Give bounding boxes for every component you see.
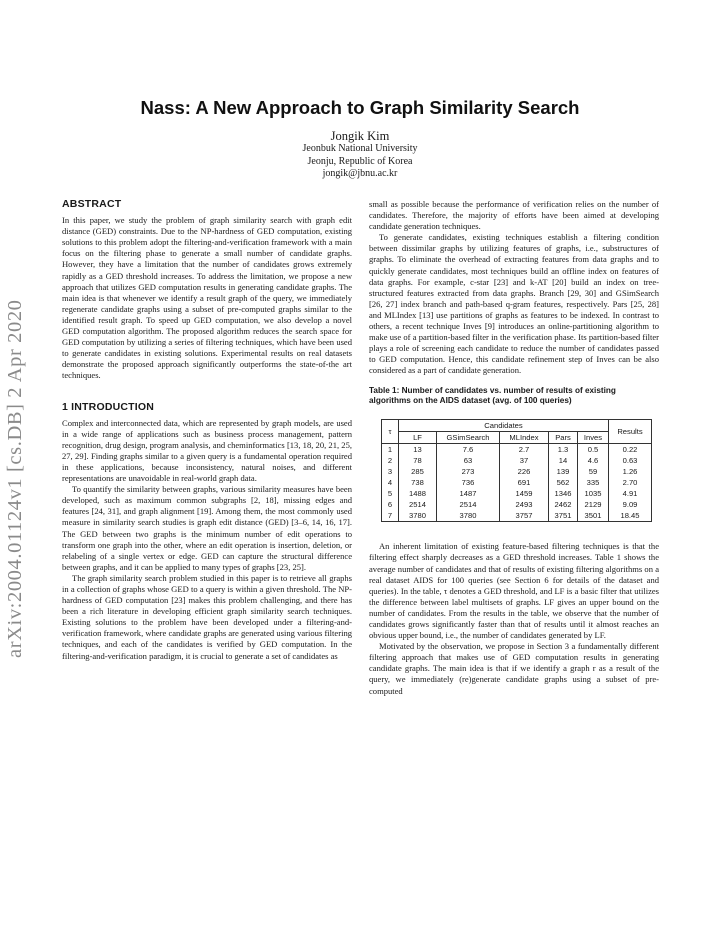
tau-cell: 2 (382, 455, 399, 466)
tau-header: τ (382, 419, 399, 443)
paper-header (60, 97, 660, 181)
table-cell: 285 (399, 466, 437, 477)
intro-heading: 1 INTRODUCTION (62, 400, 155, 413)
table-row (382, 499, 652, 510)
intro-paragraph: The graph similarity search problem studied in this paper is to retrieve all graphs in a collection of graphs whose GED to a query is within a given threshold. The NP-hardness of GED computation [23] makes this problem challenging, and there has been a rich literature in developing efficient graph similarity search techniques. Existing solutions to the problem have been developed under a filtering-and-verification framework, where candidate graphs are generated using various filtering techniques, and each of the candidates is verified by GED computation. In the filtering-and-verification paradigm, it is crucial to generate a set of candidates as (62, 572, 352, 661)
table-cell: 4.91 (609, 488, 652, 499)
column-header: Pars (549, 431, 578, 443)
tau-cell: 5 (382, 488, 399, 499)
table-cell: 3757 (500, 510, 549, 522)
table-cell: 0.63 (609, 455, 652, 466)
body-paragraph: Motivated by the observation, we propose in Section 3 a fundamentally different filtering approach that makes use of GED computation results in generating candidate graphs. The main idea is that if we identify a graph r as a result of the query, we immediately (re)generate candidate graphs using a subset of pre-computed (369, 641, 659, 696)
table-cell: 14 (549, 455, 578, 466)
left-column (62, 199, 352, 662)
table-body (382, 443, 652, 522)
table-cell: 226 (500, 466, 549, 477)
table-cell: 2462 (549, 499, 578, 510)
table-cell: 3780 (437, 510, 500, 522)
table-cell: 1487 (437, 488, 500, 499)
table-cell: 691 (500, 477, 549, 488)
table-cell: 736 (437, 477, 500, 488)
column-header: LF (399, 431, 437, 443)
author-location: Jeonju, Republic of Korea (307, 155, 413, 167)
results-header: Results (609, 419, 652, 443)
intro-paragraph: To quantify the similarity between graphs, various similarity measures have been developed, such as maximum common subgraphs [2, 18], missing edges and features [24, 31], and graph alignment [19]. Among them, the most commonly used measure in similarity search studies is graph edit distance (GED) [3–6, 14, 16, 17]. The GED between two graphs is the minimum number of edit operations to transform one graph into the other, where an edit operation is insertion, deletion, or relabeling of a single vertex or edge. GED can capture the structural difference between graphs, and it can be applied to many types of graphs [23, 25]. (62, 484, 352, 572)
table-cell: 1.26 (609, 466, 652, 477)
table-cell: 3751 (549, 510, 578, 522)
table-cell: 2493 (500, 499, 549, 510)
table-cell: 3780 (399, 510, 437, 522)
table-cell: 37 (500, 455, 549, 466)
table-cell: 63 (437, 455, 500, 466)
table-cell: 562 (549, 477, 578, 488)
table-cell: 1346 (549, 488, 578, 499)
table-row (382, 455, 652, 466)
column-header: GSimSearch (437, 431, 500, 443)
table-cell: 2129 (578, 499, 609, 510)
table-row (382, 510, 652, 522)
table-cell: 273 (437, 466, 500, 477)
body-paragraph: An inherent limitation of existing feature-based filtering techniques is that the filtering effect sharply decreases as a GED threshold increases. Table 1 shows the average number of candidates and that of results of existing filtering algorithms on a real dataset AIDS for 100 queries (see Section 6 for details of the dataset and queries). In the table, τ denotes a GED threshold, and LF is a basic filter that utilizes the difference between label multisets of graphs. LF gives an upper bound on the number of candidates. From the results in the table, we observe that the number of candidates grows significantly faster than that of results until it almost reaches an obvious upper bound, i.e., the number of candidates generated by LF. (369, 541, 659, 641)
paper-title: Nass: A New Approach to Graph Similarity Search (140, 97, 580, 118)
table-cell: 2.70 (609, 477, 652, 488)
table-row (382, 488, 652, 499)
table-cell: 335 (578, 477, 609, 488)
abstract-heading: ABSTRACT (62, 198, 122, 210)
candidates-group-header: Candidates (399, 419, 609, 431)
author-affiliation: Jeonbuk National University (302, 143, 418, 154)
table-cell: 18.45 (609, 510, 652, 522)
tau-cell: 3 (382, 466, 399, 477)
table-caption: Table 1: Number of candidates vs. number of results of existing algorithms on the AIDS dataset (avg. of 100 queries) (369, 385, 616, 405)
right-column (369, 199, 659, 697)
table-cell: 7.6 (437, 443, 500, 455)
table-cell: 78 (399, 455, 437, 466)
body-paragraph: To generate candidates, existing techniques establish a filtering condition between dissimilar graphs by utilizing features of graphs, i.e., substructures of graphs. To eliminate the overhead of extracting features from data graphs and to quickly generate candidates, most techniques build an offline index on features of data graphs. For example, c-star [23] and k-AT [20] build an index on tree-structured features extracted from data graphs. Branch [29, 30] and GSimSearch [26, 27] index branch and path-based q-gram features, respectively. Pars [25, 28] and MLIndex [13] use partitions of graphs as features to be indexed. In contrast to others, a recent technique Inves [9] introduces an online-partitioning algorithm to make use of a partition-based filter in the verification phase. Its partition-based filter plays a role of screening each candidate to reduce the number of candidates passed to GED computation. Hence, this candidate refinement step of Inves can be also considered as a part of candidate generation. (369, 232, 659, 376)
table-cell: 1.3 (549, 443, 578, 455)
tau-cell: 6 (382, 499, 399, 510)
tau-cell: 1 (382, 443, 399, 455)
table-cell: 4.6 (578, 455, 609, 466)
table-cell: 0.22 (609, 443, 652, 455)
table-row (382, 443, 652, 455)
table-cell: 1488 (399, 488, 437, 499)
table-cell: 2514 (399, 499, 437, 510)
tau-cell: 7 (382, 510, 399, 522)
table-cell: 2514 (437, 499, 500, 510)
table-row (382, 466, 652, 477)
author-email: jongik@jbnu.ac.kr (322, 168, 398, 179)
table-cell: 59 (578, 466, 609, 477)
tau-cell: 4 (382, 477, 399, 488)
table-cell: 0.5 (578, 443, 609, 455)
table-cell: 1035 (578, 488, 609, 499)
abstract-text: In this paper, we study the problem of graph similarity search with graph edit distance (GED) constraints. Due to the NP-hardness of GED computation, existing solutions to this problem adopt the filtering-and-verification framework with a main focus on the filtering phase to generate a small number of candidate graphs. However, they have a limitation that the number of candidates grows extremely rapidly as a GED threshold increases. To address the limitation, we propose a new approach that utilizes GED computation results in generating candidate graphs. The main idea is that whenever we identify a result graph of the query, we immediately regenerate candidate graphs using a subset of pre-computed graphs similar to the identified result graph. To speed up GED computation, we also develop a novel GED computation algorithm. The proposed algorithm reduces the search space for GED computation by utilizing a series of filtering techniques, which have been used to generate candidates in existing solutions. Experimental results on real datasets demonstrate the proposed approach significantly outperforms the state-of-the art techniques. (62, 215, 352, 381)
table-cell: 2.7 (500, 443, 549, 455)
table-row (382, 477, 652, 488)
table-cell: 139 (549, 466, 578, 477)
table-cell: 738 (399, 477, 437, 488)
table-cell: 9.09 (609, 499, 652, 510)
column-header: MLIndex (500, 431, 549, 443)
results-table (381, 419, 652, 523)
table-cell: 1459 (500, 488, 549, 499)
body-paragraph: small as possible because the performance of verification relies on the number of candidates. Therefore, the majority of efforts have been aimed at developing candidate generation techniques. (369, 199, 659, 232)
arxiv-stamp: arXiv:2004.01124v1 [cs.DB] 2 Apr 2020 (4, 299, 26, 658)
column-header: Inves (578, 431, 609, 443)
author-name: Jongik Kim (330, 129, 390, 143)
table-cell: 3501 (578, 510, 609, 522)
intro-paragraph: Complex and interconnected data, which are represented by graph models, are used in a wide range of applications such as business process management, pattern recognition, drug design, program analysis, and cheminformatics [13, 18, 20, 21, 25, 27, 29]. Finding graphs similar to a given query is a fundamental operation required in these applications, because inconsistency, natural noises, and different representations are unavoidable in real-world graph data. (62, 417, 352, 484)
table-cell: 13 (399, 443, 437, 455)
